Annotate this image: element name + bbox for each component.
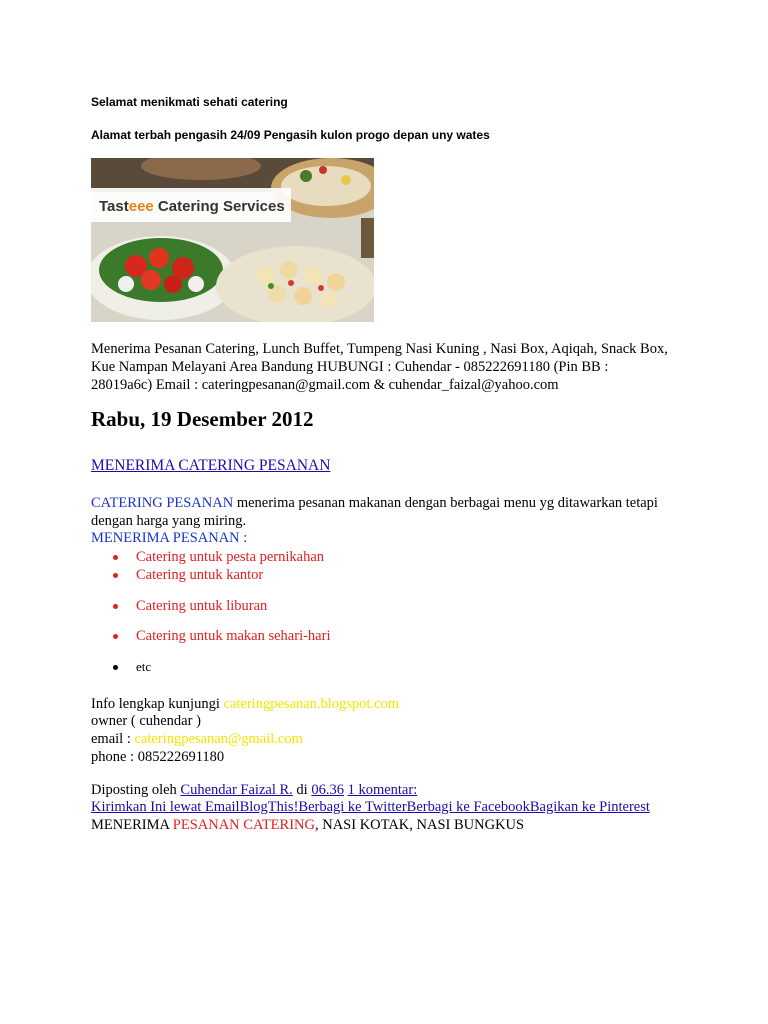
post-footer-meta bbox=[91, 781, 417, 799]
share-blogthis-link[interactable]: BlogThis! bbox=[239, 799, 299, 815]
info-line bbox=[91, 695, 399, 713]
email-label: email : bbox=[91, 731, 135, 747]
bullet-icon bbox=[113, 665, 118, 670]
email-link[interactable]: cateringpesanan@gmail.com bbox=[134, 731, 303, 747]
svg-text:Tasteee Catering Services: Tasteee Catering Services bbox=[99, 198, 285, 215]
author-link[interactable]: Cuhendar Faizal R. bbox=[180, 782, 293, 798]
share-twitter-link[interactable]: Berbagi ke Twitter bbox=[298, 799, 407, 815]
posted-by-label: Diposting oleh bbox=[91, 782, 181, 798]
bullet-icon bbox=[113, 604, 118, 609]
list-item-text: Catering untuk pesta pernikahan bbox=[136, 549, 325, 565]
menerima-label: MENERIMA PESANAN : bbox=[91, 530, 248, 546]
catering-banner-image bbox=[91, 158, 374, 322]
posted-at-label: di bbox=[292, 782, 312, 798]
header-greeting: Selamat menikmati sehati catering bbox=[91, 95, 288, 109]
phone-line: phone : 085222691180 bbox=[91, 749, 225, 765]
post-title-link[interactable] bbox=[91, 457, 330, 475]
post-time-link[interactable]: 06.36 bbox=[311, 782, 344, 798]
list-item-text: Catering untuk makan sehari-hari bbox=[136, 628, 331, 644]
header-address: Alamat terbah pengasih 24/09 Pengasih kulon progo depan uny wates bbox=[91, 128, 490, 142]
owner-line: owner ( cuhendar ) bbox=[91, 713, 201, 729]
share-facebook-link[interactable]: Berbagi ke Facebook bbox=[406, 799, 530, 815]
bullet-icon bbox=[113, 555, 118, 560]
footer-prefix: MENERIMA bbox=[91, 817, 173, 833]
comments-link[interactable]: 1 komentar: bbox=[347, 782, 418, 798]
list-item-text: Catering untuk kantor bbox=[136, 567, 264, 583]
post-date: Rabu, 19 Desember 2012 bbox=[91, 407, 314, 431]
share-pinterest-link[interactable]: Bagikan ke Pinterest bbox=[529, 799, 650, 815]
footer-suffix: , NASI KOTAK, NASI BUNGKUS bbox=[314, 817, 525, 833]
footer-highlight: PESANAN CATERING bbox=[172, 817, 315, 833]
email-line bbox=[91, 730, 303, 748]
info-label: Info lengkap kunjungi bbox=[91, 696, 224, 712]
post-lead bbox=[91, 494, 671, 530]
post-title-text[interactable]: MENERIMA CATERING PESANAN bbox=[91, 457, 331, 474]
list-item-text: Catering untuk liburan bbox=[136, 598, 268, 614]
intro-paragraph: Menerima Pesanan Catering, Lunch Buffet, Tumpeng Nasi Kuning , Nasi Box, Aqiqah, Snack Box, Kue Nampan Melayani Area Bandung HUBUNGI : Cuhendar - 085222691180 (Pin BB : 28019a6c) Email : cateringpesanan@gmail.com & cuhendar_faizal@yahoo.com bbox=[91, 341, 668, 393]
bullet-icon bbox=[113, 573, 118, 578]
share-email-link[interactable]: Kirimkan Ini lewat Email bbox=[91, 799, 240, 815]
lead-link[interactable]: CATERING PESANAN bbox=[91, 495, 234, 511]
next-post-heading bbox=[91, 816, 524, 834]
lead-text: menerima pesanan makanan dengan berbagai menu yg ditawarkan tetapi dengan harga yang miring. bbox=[91, 495, 658, 529]
list-item-text: etc bbox=[136, 659, 152, 674]
blog-link[interactable]: cateringpesanan.blogspot.com bbox=[223, 696, 400, 712]
bullet-icon bbox=[113, 634, 118, 639]
share-links bbox=[91, 798, 650, 816]
